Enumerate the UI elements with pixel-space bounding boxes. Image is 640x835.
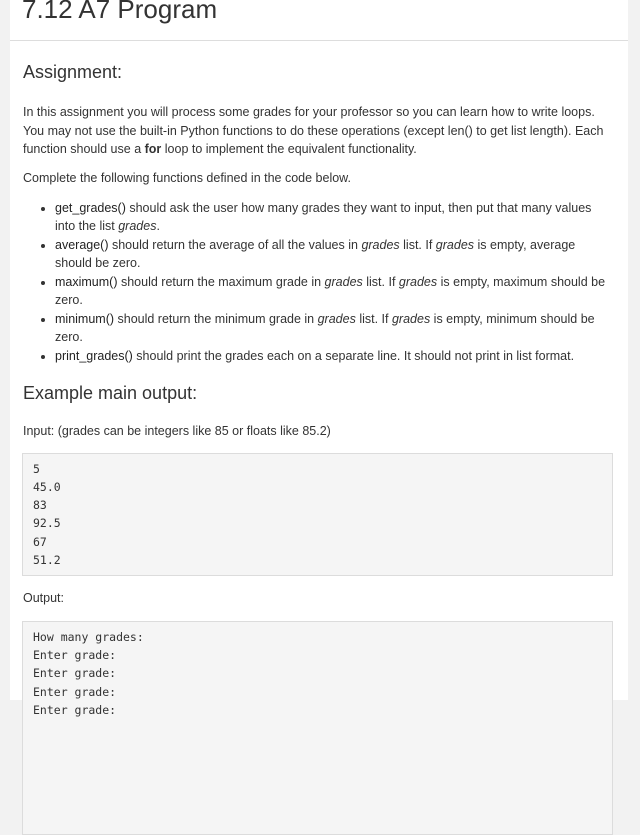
function-desc-em: grades bbox=[118, 219, 157, 233]
code-line: Enter grade: bbox=[33, 648, 117, 663]
function-desc: should ask the user how many grades they want to input, then put that many values into the list bbox=[55, 201, 592, 233]
function-desc-em: grades bbox=[361, 238, 400, 252]
function-desc-end: . bbox=[156, 219, 160, 233]
function-desc-end: is empty, average should be zero. bbox=[55, 238, 576, 270]
code-line: 45.0 bbox=[33, 479, 61, 494]
input-label: Input: (grades can be integers like 85 or floats like 85.2) bbox=[23, 424, 331, 438]
function-desc-em: grades bbox=[435, 238, 475, 252]
intro-text-1: In this assignment you will process some grades for your professor so you can learn how to write loops. You may not use the built-in Python functions to do these operations (except len() to get list length). Each function should use a bbox=[23, 105, 604, 156]
intro-text-2: loop to implement the equivalent functionality. bbox=[161, 142, 417, 156]
code-line: 5 bbox=[33, 461, 40, 476]
function-desc: should return the maximum grade in bbox=[117, 275, 325, 289]
input-code-block bbox=[22, 453, 613, 577]
example-heading: Example main output: bbox=[23, 383, 198, 403]
function-desc-em: grades bbox=[391, 312, 431, 326]
function-name: average() bbox=[55, 238, 109, 252]
function-desc: should print the grades each on a separate line. It should not print in list format. bbox=[132, 349, 575, 363]
assignment-intro bbox=[23, 103, 613, 159]
code-line: Enter grade: bbox=[33, 666, 117, 681]
list-item-average bbox=[55, 236, 613, 272]
function-name: minimum() bbox=[55, 312, 115, 326]
complete-instructions: Complete the following functions defined in the code below. bbox=[23, 170, 351, 185]
list-item-print-grades bbox=[55, 347, 613, 365]
list-item-maximum bbox=[55, 273, 613, 309]
function-desc-em: grades bbox=[324, 275, 363, 289]
page bbox=[10, 0, 628, 717]
list-item-minimum bbox=[55, 310, 613, 346]
function-list bbox=[23, 199, 613, 365]
code-line: 67 bbox=[33, 534, 47, 549]
page-title: 7.12 A7 Program bbox=[22, 0, 218, 24]
function-desc-end: is empty, maximum should be zero. bbox=[55, 275, 606, 307]
function-name: maximum() bbox=[55, 275, 118, 289]
code-line: Enter grade: bbox=[33, 684, 117, 699]
code-line: 83 bbox=[33, 498, 47, 513]
function-desc: should return the minimum grade in bbox=[114, 312, 318, 326]
function-desc-mid: list. If bbox=[399, 238, 436, 252]
function-desc-mid: list. If bbox=[355, 312, 392, 326]
code-line: 92.5 bbox=[33, 516, 61, 531]
assignment-heading: Assignment: bbox=[23, 62, 123, 82]
function-desc-em: grades bbox=[398, 275, 438, 289]
title-bar bbox=[10, 0, 628, 41]
intro-for-keyword: for bbox=[144, 142, 162, 156]
content bbox=[23, 62, 613, 835]
function-desc-end: is empty, minimum should be zero. bbox=[55, 312, 595, 344]
function-desc-em: grades bbox=[317, 312, 356, 326]
code-line: Enter grade: bbox=[33, 702, 117, 717]
list-item-get-grades bbox=[55, 199, 613, 235]
code-line: 51.2 bbox=[33, 552, 61, 567]
function-desc: should return the average of all the values in bbox=[108, 238, 362, 252]
function-desc-mid: list. If bbox=[362, 275, 399, 289]
output-label: Output: bbox=[23, 591, 64, 606]
function-name: print_grades() bbox=[55, 349, 133, 363]
function-name: get_grades() bbox=[55, 201, 126, 215]
code-line: How many grades: bbox=[33, 629, 144, 644]
output-code-block bbox=[22, 621, 613, 835]
